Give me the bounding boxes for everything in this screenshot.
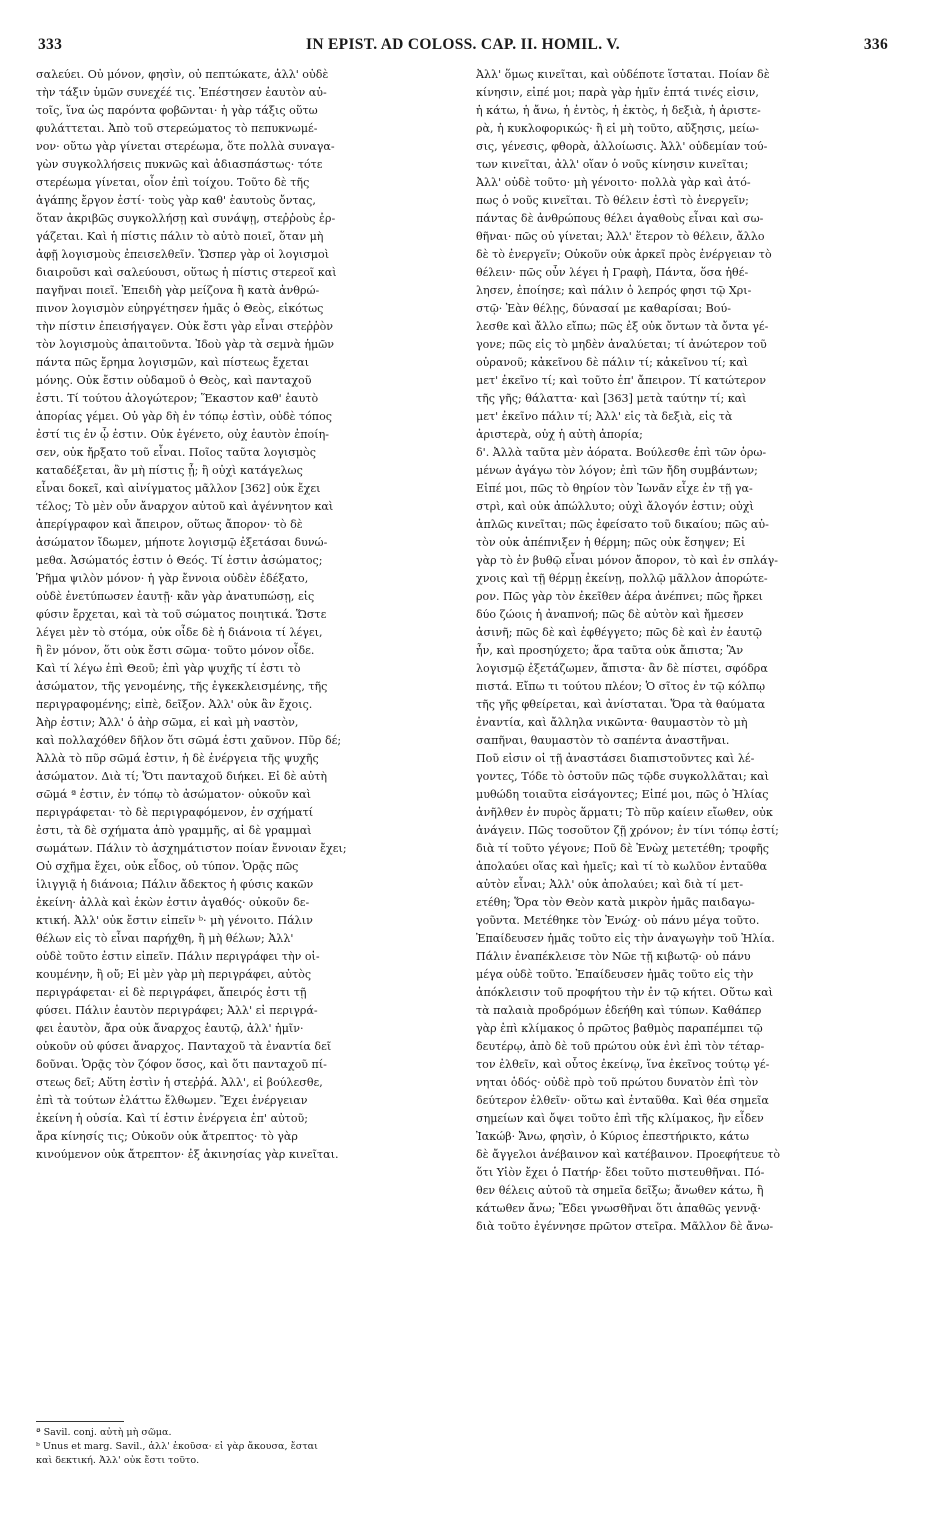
text-line: τῆς γῆς φθείρεται, καὶ ἀνίσταται. Ὅρα τὰ θαύματα (476, 698, 766, 711)
text-line: δὲ ἄγγελοι ἀνέβαινον καὶ κατέβαινον. Προεφήτευε τὸ (476, 1148, 781, 1161)
text-line: γὰρ ἐπὶ κλίμακος ὁ πρῶτος βαθμὸς παραπέμπει τῷ (476, 1022, 763, 1035)
text-line: παγῆναι ποιεῖ. Ἐπειδὴ γὰρ μείζονα ἢ κατὰ ἀνθρώ- (36, 284, 320, 297)
text-line: δ'. Ἀλλὰ ταῦτα μὲν ἀόρατα. Βούλεσθε ἐπὶ τῶν ὁρω- (476, 446, 767, 459)
text-line: διαιροῦσι καὶ σαλεύουσι, οὕτως ἡ πίστις στερεοῖ καὶ (36, 266, 337, 279)
text-line: θέλειν· πῶς οὖν λέγει ἡ Γραφὴ, Πάντα, ὅσα ἠθέ- (476, 266, 749, 279)
text-line: μένων ἀγάγω τὸν λόγον; ἐπὶ τῶν ἤδη συμβάντων; (476, 464, 758, 477)
text-line: λεσθε καὶ ἄλλο εἴπω; πῶς ἐξ οὐκ ὄντων τὰ ὄντα γέ- (476, 320, 769, 333)
text-line: γονε; πῶς εἰς τὸ μηδὲν ἀναλύεται; τί ἀνώτερον τοῦ (476, 338, 767, 351)
text-line: φει ἑαυτὸν, ἄρα οὐκ ἄναρχος ἑαυτῷ, ἀλλ' ἡμῖν· (36, 1022, 304, 1035)
text-line: θέλων εἰς τὸ εἶναι παρήχθη, ἢ μὴ θέλων; Ἀλλ' (36, 932, 294, 945)
text-line: Ῥῆμα ψιλὸν μόνον· ἡ γὰρ ἔννοια οὐδὲν ἐδέξατο, (36, 572, 309, 585)
text-line: δοῦναι. Ὁρᾷς τὸν ζόφον ὅσος, καὶ ὅτι πανταχοῦ πί- (36, 1058, 327, 1071)
text-line: τὰ παλαιὰ προδρόμων ἐδεήθη καὶ τύπων. Καθάπερ (476, 1004, 762, 1017)
text-line: ἐκείνη· ἀλλὰ καὶ ἑκὼν ἐστιν ἀγαθός· οὐκοῦν δε- (36, 896, 310, 909)
text-line: χνοις καὶ τῇ θέρμῃ ἐκείνῃ, πολλῷ μᾶλλον ἀπορώτε- (476, 572, 768, 585)
text-line: τὴν τάξιν ὑμῶν συνεχέέ τις. Ἐπέστησεν ἑαυτὸν αὐ- (36, 86, 327, 99)
text-line: γὰρ τὸ ἐν βυθῷ εἶναι μόνον ἄπορον, τὸ καὶ ἐν σπλάγ- (476, 554, 779, 567)
text-line: ἀπολαύει οἵας καὶ ἡμεῖς; καὶ τί τὸ κωλῦον ἐνταῦθα (476, 860, 767, 873)
text-line: ἀνῆλθεν ἐν πυρὸς ἅρματι; Τὸ πῦρ καίειν εἴωθεν, οὐκ (476, 806, 773, 819)
text-line: ὅτι Υἱὸν ἔχει ὁ Πατήρ· ἔδει τοῦτο πιστευθῆναι. Πό- (476, 1166, 765, 1179)
text-line: Ἐπαίδευσεν ἡμᾶς τοῦτο εἰς τὴν ἀναγωγὴν τοῦ Ἠλία. (476, 932, 775, 945)
text-line: των κινεῖται, ἀλλ' οἵαν ὁ νοῦς κίνησιν κινεῖται; (476, 158, 749, 171)
text-line: ἢ ἓν μόνον, ὅτι οὐκ ἔστι σῶμα· τοῦτο μόνον οἶδε. (36, 644, 315, 657)
text-line: γάζεται. Καὶ ἡ πίστις πάλιν τὸ αὐτὸ ποιεῖ, ὅταν μὴ (36, 230, 324, 243)
text-line: ἐκείνη ἡ οὐσία. Καὶ τί ἐστιν ἐνέργεια ἐπ' αὐτοῦ; (36, 1112, 308, 1125)
text-line: στερέωμα γίνεται, οἷον ἐπὶ τοίχου. Τοῦτο δὲ τῆς (36, 176, 310, 189)
text-line: Ἀλλ' οὐδὲ τοῦτο· μὴ γένοιτο· πολλὰ γὰρ καὶ ἀτό- (476, 176, 751, 189)
text-line: κίνησιν, εἰπέ μοι; παρὰ γὰρ ἡμῖν ἑπτά τινές εἰσιν, (476, 86, 759, 99)
footnote-line: καὶ δεκτική. Ἀλλ' οὐκ ἔστι τοῦτο. (36, 1455, 200, 1466)
text-line: κάτωθεν ἄνω; Ἔδει γνωσθῆναι ὅτι ἀπαθῶς γεννᾷ· (476, 1202, 762, 1215)
text-line: μεθα. Ἀσώματός ἐστιν ὁ Θεός. Τί ἐστιν ἀσώματος; (36, 554, 323, 567)
text-line: τὴν πίστιν ἐπεισήγαγεν. Οὐκ ἔστι γὰρ εἶναι στεῤῥὸν (36, 320, 334, 333)
text-line: κουμένην, ἢ οὔ; Εἰ μὲν γὰρ μὴ περιγράφει, αὐτὸς (36, 968, 312, 981)
text-line: καταδέξεται, ἂν μὴ πίστις ᾖ; ἢ οὐχὶ κατάγελως (36, 464, 303, 477)
text-line: γὼν συγκολλήσεις πυκνῶς καὶ ἀδιασπάστως· τότε (36, 158, 323, 171)
text-line: ἀσινῆ; πῶς δὲ καὶ ἐφθέγγετο; πῶς δὲ καὶ ἐν ἑαυτῷ (476, 626, 762, 639)
text-line: ἀφῇ λογισμοὺς ἐπεισελθεῖν. Ὥσπερ γὰρ οἱ λογισμοὶ (36, 248, 330, 261)
text-line: Ἀλλ' ὅμως κινεῖται, καὶ οὐδέποτε ἵσταται. Ποίαν δὲ (476, 68, 770, 81)
page-number-right: 336 (863, 36, 888, 53)
text-line: σαπῆναι, θαυμαστὸν τὸ σαπέντα ἀναστῆναι. (476, 734, 730, 747)
text-line: πάντας δὲ ἀνθρώπους θέλει ἀγαθοὺς εἶναι καὶ σω- (476, 212, 764, 225)
text-line: οὐκοῦν οὐ φύσει ἄναρχος. Πανταχοῦ τὰ ἐναντία δεῖ (36, 1040, 332, 1053)
text-line: ἐστί τις ἐν ᾧ ἐστιν. Οὐκ ἐγένετο, οὐχ ἑαυτὸν ἐποίη- (36, 428, 329, 441)
text-line: μυθώδη τοιαῦτα εἰσάγοντες; Εἰπέ μοι, πῶς ὁ Ἠλίας (476, 788, 769, 801)
running-header (38, 36, 888, 58)
text-line: ἀσώματον, τῆς γενομένης, τῆς ἐγκεκλεισμένης, τῆς (36, 680, 328, 693)
text-line: σεν, οὐκ ἤρξατο τοῦ εἶναι. Ποῖος ταῦτα λογισμὸς (36, 446, 316, 459)
text-line: ρὰ, ἡ κυκλοφορικώς· ἢ εἰ μὴ τοῦτο, αὔξησις, μείω- (476, 122, 760, 135)
text-line: μετ' ἐκεῖνο πάλιν τί; Ἀλλ' εἰς τὰ δεξιὰ, εἰς τὰ (476, 410, 733, 423)
text-line: δὲ τὸ ἐνεργεῖν; Οὐκοῦν οὐκ ἀρκεῖ πρὸς ἐνέργειαν τὸ (476, 248, 772, 261)
text-line: κινούμενον οὐκ ἄτρεπτον· ἐξ ἀκινησίας γὰρ κινεῖται. (36, 1148, 339, 1161)
running-title: IN EPIST. AD COLOSS. CAP. II. HOMIL. V. (306, 36, 620, 53)
text-line: ἐπὶ τὰ τούτων ἐλάττω ἔλθωμεν. Ἔχει ἐνέργειαν (36, 1094, 308, 1107)
text-line: θῆναι· πῶς οὐ γίνεται; Ἀλλ' ἕτερον τὸ θέλειν, ἄλλο (476, 230, 765, 243)
text-line: Οὐ σχῆμα ἔχει, οὐκ εἶδος, οὐ τύπον. Ὁρᾷς πῶς (36, 860, 299, 873)
text-line: γοῦντα. Μετέθηκε τὸν Ἐνώχ· οὐ πάνυ μέγα τοῦτο. (476, 914, 760, 927)
text-line: γοντες, Τόδε τὸ ὀστοῦν πῶς τῷδε συγκολλᾶται; καὶ (476, 770, 770, 783)
text-line: Πάλιν ἐναπέκλεισε τὸν Νῶε τῇ κιβωτῷ· οὐ πάνυ (476, 950, 751, 963)
text-line: ἀνάγειν. Πῶς τοσοῦτον ζῇ χρόνον; ἐν τίνι τόπῳ ἐστί; (476, 824, 779, 837)
text-line: σῶμά ª ἐστιν, ἐν τόπῳ τὸ ἀσώματον· οὐκοῦν καὶ (36, 788, 311, 801)
text-line: ὅταν ἀκριβῶς συγκολλήσῃ καὶ συνάψῃ, στεῤῥοὺς ἐρ- (36, 212, 336, 225)
text-line: φύσιν ἔρχεται, καὶ τὰ τοῦ σώματος ποιητικά. Ὥστε (36, 608, 327, 621)
text-line: ἀγάπης ἔργον ἐστί· τοὺς γὰρ καθ' ἑαυτοὺς ὄντας, (36, 194, 316, 207)
text-line: ἐναντία, καὶ ἄλληλα νικῶντα· θαυμαστὸν τὸ μὴ (476, 716, 748, 729)
left-text-column (36, 66, 450, 1164)
text-line: στῷ· Ἐὰν θέλῃς, δύνασαί με καθαρίσαι; Βού- (476, 302, 731, 315)
text-line: ἀπορίας γέμει. Οὐ γὰρ δὴ ἐν τόπῳ ἐστὶν, οὐδὲ τόπος (36, 410, 332, 423)
text-line: θεν θέλεις αὐτοῦ τὰ σημεῖα δεῖξω; ἄνωθεν κάτω, ἢ (476, 1184, 764, 1197)
text-line: πως ὁ νοῦς κινεῖται. Τὸ θέλειν ἐστὶ τὸ ἐνεργεῖν; (476, 194, 749, 207)
footnote-rule (36, 1421, 124, 1422)
text-line: ἰλιγγιᾷ ἡ διάνοια; Πάλιν ἄδεκτος ἡ φύσις κακῶν (36, 878, 314, 891)
text-line: φυλάττεται. Ἀπὸ τοῦ στερεώματος τὸ πεπυκνωμέ- (36, 122, 318, 135)
text-line: τον ἐλθεῖν, καὶ οὗτος ἐκείνῳ, ἵνα ἐκεῖνος τούτῳ γέ- (476, 1058, 770, 1071)
text-line: μετ' ἐκεῖνο τί; καὶ τοῦτο ἐπ' ἄπειρον. Τί κατώτερον (476, 374, 766, 387)
text-line: Ἀὴρ ἐστιν; Ἀλλ' ὁ ἀὴρ σῶμα, εἰ καὶ μὴ ναστὸν, (36, 716, 299, 729)
text-line: ἁπλῶς κινεῖται; πῶς ἐφείσατο τοῦ δικαίου; πῶς αὐ- (476, 518, 769, 531)
text-line: δύο ζώοις ἡ ἀναπνοή; πῶς δὲ αὐτὸν καὶ ἤμεσεν (476, 608, 744, 621)
text-line: Ποῦ εἰσιν οἱ τῇ ἀναστάσει διαπιστοῦντες καὶ λέ- (476, 752, 755, 765)
text-line: αὐτὸν εἶναι; Ἀλλ' οὐκ ἀπολαύει; καὶ διὰ τί μετ- (476, 878, 744, 891)
text-line: διὰ τοῦτο ἐγέννησε πρῶτον στεῖρα. Μᾶλλον δὲ ἄνω- (476, 1220, 774, 1233)
text-line: λέγει μὲν τὸ στόμα, οὐκ οἶδε δὲ ἡ διάνοια τί λέγει, (36, 626, 323, 639)
text-line: Καὶ τί λέγω ἐπὶ Θεοῦ; ἐπὶ γὰρ ψυχῆς τί ἐστι τὸ (36, 662, 301, 675)
text-line: ἡ κάτω, ἡ ἄνω, ἡ ἐντὸς, ἡ ἐκτὸς, ἡ δεξιὰ, ἡ ἀριστε- (476, 104, 761, 117)
text-line: ἀπερίγραφον καὶ ἄπειρον, οὕτως ἄπορον· τὸ δὲ (36, 518, 303, 531)
text-line: δεύτερον ἐλθεῖν· οὕτω καὶ ἐνταῦθα. Καὶ θέα σημεῖα (476, 1094, 769, 1107)
text-line: τὸν λογισμοὺς ἀπαιτοῦντα. Ἰδοὺ γὰρ τὰ σεμνὰ ἡμῶν (36, 338, 335, 351)
text-line: καὶ πολλαχόθεν δῆλον ὅτι σῶμά ἐστι χαῦνον. Πῦρ δέ; (36, 734, 342, 747)
text-line: διὰ τί τοῦτο γέγονε; Ποῦ δὲ Ἐνὼχ μετετέθη; τροφῆς (476, 842, 769, 855)
text-line: λογισμῷ ἐξετάζωμεν, ἄπιστα· ἂν δὲ πίστει, σφόδρα (476, 662, 768, 675)
text-line: τῆς γῆς; θάλαττα· καὶ [363] μετὰ ταύτην τί; καὶ (476, 392, 747, 405)
text-line: Ἰακώβ· Ἄνω, φησὶν, ὁ Κύριος ἐπεστήρικτο, κάτω (476, 1130, 749, 1143)
text-line: περιγραφομένης; εἰπὲ, δεῖξον. Ἀλλ' οὐκ ἂν ἔχοις. (36, 698, 313, 711)
text-line: ἦν, καὶ προσηύχετο; ἄρα ταῦτα οὐκ ἄπιστα; Ἂν (476, 644, 744, 657)
text-line: ρον. Πῶς γὰρ τὸν ἐκεῖθεν ἀέρα ἀνέπνει; πῶς ἤρκει (476, 590, 763, 603)
footnotes (36, 1426, 450, 1468)
text-line: ἀριστερὰ, οὐχ ἡ αὐτὴ ἀπορία; (476, 428, 643, 441)
text-line: οὐρανοῦ; κἀκεῖνου δὲ πάλιν τί; κἀκεῖνου τί; καὶ (476, 356, 749, 369)
text-line: στρὶ, καὶ οὐκ ἀπώλλυτο; οὐχὶ ἄλογόν ἐστιν; οὐχὶ (476, 500, 754, 513)
text-line: τέλος; Τὸ μὲν οὖν ἄναρχον αὐτοῦ καὶ ἀγέννητον καὶ (36, 500, 334, 513)
text-line: ἄρα κίνησίς τις; Οὐκοῦν οὐκ ἄτρεπτος· τὸ γὰρ (36, 1130, 298, 1143)
text-line: ἀσώματον ἴδωμεν, μήποτε λογισμῷ ἐξετάσαι δυνώ- (36, 536, 328, 549)
text-line: τοῖς, ἵνα ὡς παρόντα φοβῶνται· ἡ γὰρ τάξις οὕτω (36, 104, 318, 117)
text-line: μέγα οὐδὲ τοῦτο. Ἐπαίδευσεν ἡμᾶς τοῦτο εἰς τὴν (476, 968, 754, 981)
text-line: νηται ὁδός· οὐδὲ πρὸ τοῦ πρώτου δυνατὸν ἐπὶ τὸν (476, 1076, 759, 1089)
text-line: ἐστι, τὰ δὲ σχήματα ἀπὸ γραμμῆς, αἱ δὲ γραμμαὶ (36, 824, 312, 837)
text-line: Ἀλλὰ τὸ πῦρ σῶμά ἐστιν, ἡ δὲ ἐνέργεια τῆς ψυχῆς (36, 752, 319, 765)
text-line: μόνης. Οὐκ ἔστιν οὐδαμοῦ ὁ Θεὸς, καὶ πανταχοῦ (36, 374, 312, 387)
text-line: εἶναι δοκεῖ, καὶ αἰνίγματος μᾶλλον [362] οὐκ ἔχει (36, 482, 321, 495)
text-line: κτική. Ἀλλ' οὐκ ἔστιν εἰπεῖν ᵇ· μὴ γένοιτο. Πάλιν (36, 914, 313, 927)
text-line: σαλεύει. Οὐ μόνον, φησὶν, οὐ πεπτώκατε, ἀλλ' οὐδὲ (36, 68, 329, 81)
text-line: τὸν οὐκ ἀπέπνιξεν ἡ θέρμη; πῶς οὐκ ἔσηψεν; Εἰ (476, 536, 746, 549)
text-line: δευτέρῳ, ἀπὸ δὲ τοῦ πρώτου οὐκ ἐνὶ ἐπὶ τὸν τέταρ- (476, 1040, 765, 1053)
text-line: ετέθη; Ὅρα τὸν Θεὸν κατὰ μικρὸν ἡμᾶς παιδαγω- (476, 896, 755, 909)
text-line: πάντα πῶς ἔρημα λογισμῶν, καὶ πίστεως ἔχεται (36, 356, 310, 369)
footnote-line: ᵇ Unus et marg. Savil., ἀλλ' ἑκοῦσα· εἰ γὰρ ἄκουσα, ἔσται (36, 1441, 318, 1452)
footnote-line: ª Savil. conj. αὐτὴ μὴ σῶμα. (36, 1427, 172, 1438)
text-line: σωμάτων. Πάλιν τὸ ἀσχημάτιστον ποίαν ἔννοιαν ἔχει; (36, 842, 347, 855)
text-line: στεως δεῖ; Αὕτη ἐστὶν ἡ στεῤῥά. Ἀλλ', εἰ βούλεσθε, (36, 1076, 323, 1089)
text-line: φύσει. Πάλιν ἑαυτὸν περιγράφει; Ἀλλ' εἰ περιγρά- (36, 1004, 318, 1017)
text-line: περιγράφεται· τὸ δὲ περιγραφόμενον, ἐν σχήματί (36, 806, 314, 819)
page-number-left: 333 (38, 36, 63, 53)
text-line: πιστά. Εἴπω τι τούτου πλέον; Ὁ σῖτος ἐν τῷ κόλπῳ (476, 680, 766, 693)
text-line: Εἰπέ μοι, πῶς τὸ θηρίον τὸν Ἰωνᾶν εἶχε ἐν τῇ γα- (476, 482, 753, 495)
text-line: νον· οὕτω γὰρ γίνεται στερέωμα, ὅτε πολλὰ συναγα- (36, 140, 335, 153)
text-line: σημείων καὶ ὄψει τοῦτο ἐπὶ τῆς κλίμακος, ἣν εἶδεν (476, 1112, 764, 1125)
right-text-column (476, 66, 890, 1236)
text-line: λησεν, ἐποίησε; καὶ πάλιν ὁ λεπρός φησι τῷ Χρι- (476, 284, 752, 297)
text-line: οὐδὲ τοῦτο ἐστιν εἰπεῖν. Πάλιν περιγράφει τὴν οἰ- (36, 950, 320, 963)
text-line: ἐστι. Τί τούτου ἀλογώτερον; Ἕκαστον καθ' ἑαυτὸ (36, 392, 319, 405)
text-line: πινον λογισμὸν εὐηργέτησεν ἡμᾶς ὁ Θεὸς, εἰκότως (36, 302, 324, 315)
text-line: ἀπόκλεισιν τοῦ προφήτου τὴν ἐν τῷ κήτει. Οὕτω καὶ (476, 986, 773, 999)
text-line: ἀσώματον. Διὰ τί; Ὅτι πανταχοῦ διήκει. Εἰ δὲ αὐτὴ (36, 770, 327, 783)
text-line: οὐδὲ ἐνετύπωσεν ἑαυτῇ· κἂν γὰρ ἀνατυπώσῃ, εἰς (36, 590, 315, 603)
text-line: σις, γένεσις, φθορὰ, ἀλλοίωσις. Ἀλλ' οὐδεμίαν τού- (476, 140, 768, 153)
text-line: περιγράφεται· εἰ δὲ περιγράφει, ἄπειρός ἐστι τῇ (36, 986, 307, 999)
